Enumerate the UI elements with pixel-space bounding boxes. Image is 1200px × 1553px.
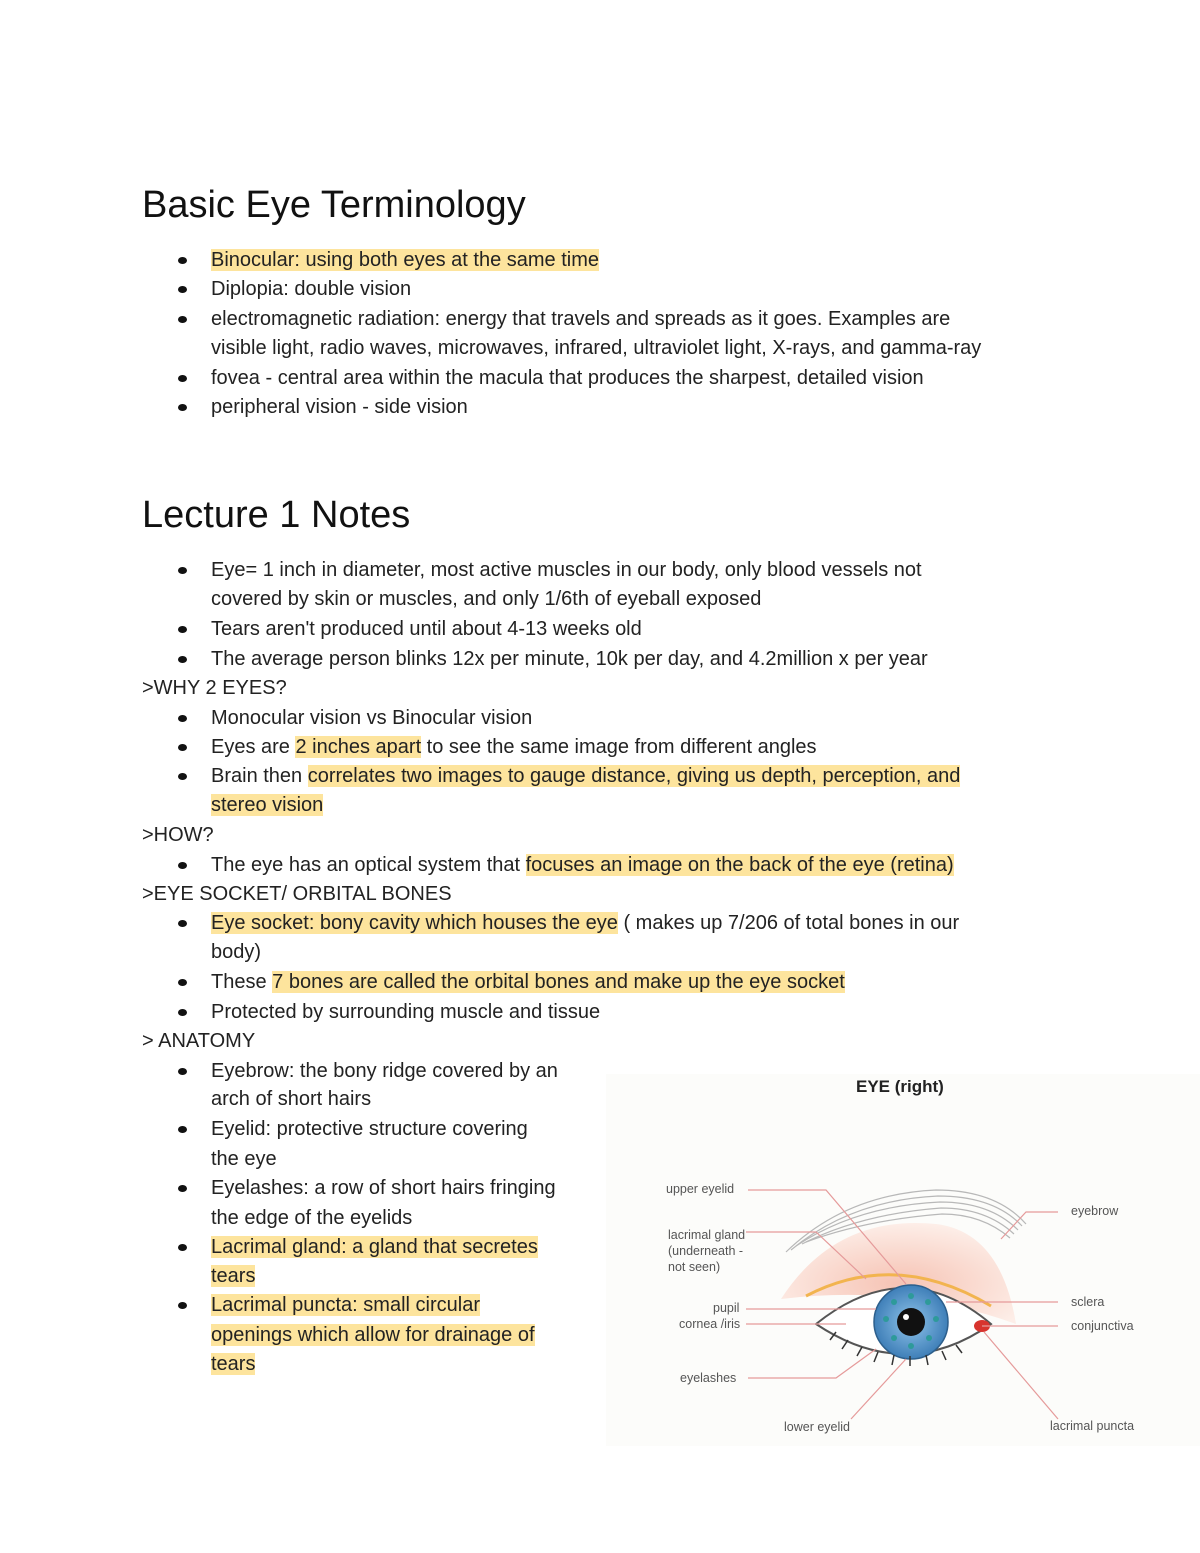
note-orbital-bones: These 7 bones are called the orbital bones and make up the eye socket [211, 971, 845, 993]
bullet [178, 375, 187, 382]
label-lacrimal-puncta: lacrimal puncta [1050, 1419, 1135, 1433]
label-upper-eyelid: upper eyelid [666, 1182, 735, 1196]
term-peripheral-vision: peripheral vision - side vision [211, 396, 468, 418]
bullet [178, 1126, 187, 1133]
anatomy-eyebrow-line1: Eyebrow: the bony ridge covered by an [211, 1060, 558, 1082]
bullet [178, 920, 187, 927]
label-conjunctiva: conjunctiva [1071, 1319, 1134, 1333]
note-tears: Tears aren't produced until about 4-13 weeks old [211, 618, 642, 640]
eye-diagram [606, 1074, 1200, 1446]
pupil [897, 1308, 925, 1336]
label-lacrimal-gland-3: not seen) [668, 1260, 721, 1274]
label-lower-eyelid: lower eyelid [784, 1420, 851, 1434]
note-eye-socket-line2: body) [211, 941, 262, 963]
bullet [178, 316, 187, 323]
note-eyes-apart: Eyes are 2 inches apart to see the same image from different angles [211, 736, 817, 758]
label-sclera: sclera [1071, 1295, 1105, 1309]
label-eyebrow: eyebrow [1071, 1204, 1119, 1218]
term-em-radiation-line1: electromagnetic radiation: energy that travels and spreads as it goes. Examples are [211, 308, 951, 330]
anatomy-eyelashes-line1: Eyelashes: a row of short hairs fringing [211, 1177, 556, 1199]
note-blinks: The average person blinks 12x per minute, 10k per day, and 4.2million x per year [211, 648, 928, 670]
bullet [178, 715, 187, 722]
anatomy-lacrimal-gland-line2: tears [211, 1265, 256, 1287]
note-brain-line1: Brain then correlates two images to gauge distance, giving us depth, perception, and [211, 765, 961, 787]
note-optical-system: The eye has an optical system that focuses an image on the back of the eye (retina) [211, 854, 954, 876]
bullet [178, 1009, 187, 1016]
anatomy-eyelid-line2: the eye [211, 1148, 277, 1170]
term-fovea: fovea - central area within the macula that produces the sharpest, detailed vision [211, 367, 924, 389]
label-pupil: pupil [713, 1301, 740, 1315]
note-eye-line2: covered by skin or muscles, and only 1/6th of eyeball exposed [211, 588, 762, 610]
eye-diagram-svg [606, 1074, 1200, 1446]
bullet [178, 773, 187, 780]
anatomy-lacrimal-puncta-line3: tears [211, 1353, 256, 1375]
note-brain-line2: stereo vision [211, 794, 324, 816]
bullet [178, 1302, 187, 1309]
bullet [178, 286, 187, 293]
note-eye-line1: Eye= 1 inch in diameter, most active muscles in our body, only blood vessels not [211, 559, 922, 581]
bullet [178, 979, 187, 986]
bullet [178, 1068, 187, 1075]
anatomy-lacrimal-gland-line1: Lacrimal gland: a gland that secretes [211, 1236, 538, 1258]
anatomy-eyebrow-line2: arch of short hairs [211, 1088, 372, 1110]
heading-basic-eye-terminology: Basic Eye Terminology [142, 184, 526, 226]
bullet [178, 567, 187, 574]
bullet [178, 1244, 187, 1251]
anatomy-eyelashes-line2: the edge of the eyelids [211, 1207, 413, 1229]
bullet [178, 257, 187, 264]
subheading-why-2-eyes: >WHY 2 EYES? [142, 677, 287, 699]
diagram-title: EYE (right) [856, 1077, 944, 1096]
subheading-how: >HOW? [142, 824, 214, 846]
anatomy-lacrimal-puncta-line2: openings which allow for drainage of [211, 1324, 535, 1346]
bullet [178, 862, 187, 869]
bullet [178, 744, 187, 751]
note-monocular: Monocular vision vs Binocular vision [211, 707, 533, 729]
label-eyelashes: eyelashes [680, 1371, 737, 1385]
pupil-highlight [903, 1314, 909, 1320]
term-diplopia: Diplopia: double vision [211, 278, 412, 300]
note-protected: Protected by surrounding muscle and tissue [211, 1001, 601, 1023]
label-cornea-iris: cornea /iris [679, 1317, 741, 1331]
label-lacrimal-gland: lacrimal gland [668, 1228, 746, 1242]
anatomy-eyelid-line1: Eyelid: protective structure covering [211, 1118, 528, 1140]
bullet [178, 1185, 187, 1192]
note-eye-socket-line1: Eye socket: bony cavity which houses the eye ( makes up 7/206 of total bones in our [211, 912, 960, 934]
label-lacrimal-gland-2: (underneath - [668, 1244, 744, 1258]
bullet [178, 626, 187, 633]
subheading-anatomy: > ANATOMY [142, 1030, 256, 1052]
bullet [178, 404, 187, 411]
subheading-eye-socket: >EYE SOCKET/ ORBITAL BONES [142, 883, 452, 905]
heading-lecture-1-notes: Lecture 1 Notes [142, 494, 411, 536]
term-binocular: Binocular: using both eyes at the same time [211, 249, 599, 271]
anatomy-lacrimal-puncta-line1: Lacrimal puncta: small circular [211, 1294, 480, 1316]
term-em-radiation-line2: visible light, radio waves, microwaves, infrared, ultraviolet light, X-rays, and gamma-ray [211, 337, 982, 359]
bullet [178, 656, 187, 663]
